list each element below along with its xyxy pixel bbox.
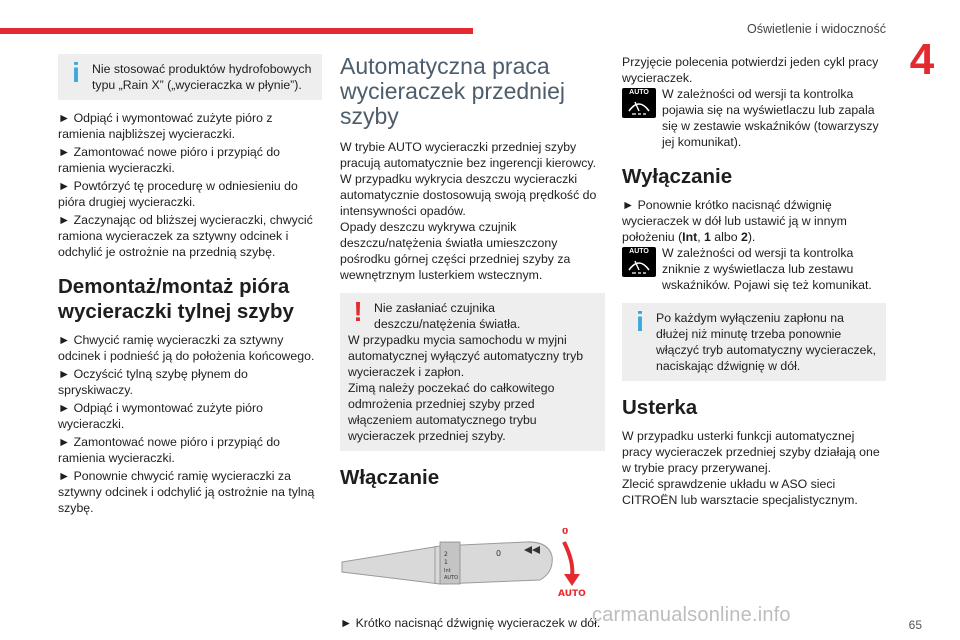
- warning-lamp-row: [622, 86, 886, 150]
- svg-text:1: 1: [444, 559, 448, 566]
- warning-notice: [340, 293, 605, 451]
- warning-line: Zimą należy poczekać do całkowitego odmrożenia przedniej szyby przed włączeniem automatycznego trybu wycieraczek przedniej szyby.: [348, 381, 555, 443]
- step: ► Ponownie krótko nacisnąć dźwignię wycieraczek w dół lub ustawić ją w innym położeniu (Int, 1 albo 2).: [622, 198, 847, 244]
- section-heading: Włączanie: [340, 466, 440, 489]
- auto-icon-label: AUTO: [629, 89, 649, 96]
- step: ► Ponownie chwycić ramię wycieraczki za sztywny odcinek i odchylić ją ostrożnie na tylną szybę.: [58, 469, 315, 515]
- section-heading: Usterka: [622, 396, 698, 419]
- wiper-icon: [627, 256, 651, 274]
- paragraph: W trybie AUTO wycieraczki przedniej szyby pracują automatycznie bez ingerencji kierowcy.: [340, 140, 597, 170]
- step: ► Zaczynając od bliższej wycieraczki, chwycić ramiona wycieraczek za sztywny odcinek i odchylić je ostrożnie na przednią szybę.: [58, 213, 313, 259]
- paragraph: Opady deszczu wykrywa czujnik deszczu/natężenia światła umieszczony pośrodku górnej części przedniej szyby za wewnętrznym lusterkiem wstecznym.: [340, 220, 571, 282]
- wiper-icon: [627, 97, 651, 115]
- warning-icon: !: [353, 296, 363, 327]
- position-zero-label: 0: [562, 528, 569, 537]
- section-heading: Demontaż/montaż pióra wycieraczki tylnej szyby: [58, 275, 294, 323]
- step: ► Zamontować nowe pióro i przypiąć do ramienia wycieraczki.: [58, 145, 281, 175]
- paragraph: Zlecić sprawdzenie układu w ASO sieci CITROËN lub warsztacie specjalistycznym.: [622, 477, 858, 507]
- info-icon: i: [636, 306, 644, 337]
- lamp-text: W zależności od wersji ta kontrolka zniknie z wyświetlacza lub zestawu wskaźników. Pojawi się też komunikat.: [662, 246, 872, 292]
- info-notice-text: Nie stosować produktów hydrofobowych typu „Rain X” („wycieraczka w płynie”).: [92, 62, 312, 92]
- header-accent-bar: [0, 28, 473, 34]
- wiper-stalk-illustration: [340, 528, 605, 598]
- column-middle: [340, 54, 605, 631]
- warning-line: W przypadku mycia samochodu w myjni automatycznej wyłączyć automatyczny tryb wycieraczek i zapłon.: [348, 333, 584, 379]
- svg-text:AUTO: AUTO: [444, 575, 459, 581]
- step: ► Chwycić ramię wycieraczki za sztywny odcinek i podnieść ją do położenia końcowego.: [58, 333, 315, 363]
- section-title: Oświetlenie i widoczność: [747, 22, 886, 36]
- step: ► Oczyścić tylną szybę płynem do spryskiwaczy.: [58, 367, 248, 397]
- info-notice: [58, 54, 322, 100]
- step: ► Powtórzyć tę procedurę w odniesieniu do pióra drugiej wycieraczki.: [58, 179, 298, 209]
- step: ► Odpiąć i wymontować zużyte pióro wycieraczki.: [58, 401, 263, 431]
- paragraph: W przypadku wykrycia deszczu wycieraczki automatycznie dostosowują swoją prędkość do intensywności opadów.: [340, 172, 597, 218]
- warning-lamp-row: [622, 245, 886, 293]
- step: ► Zamontować nowe pióro i przypiąć do ramienia wycieraczki.: [58, 435, 281, 465]
- column-right: [622, 54, 886, 508]
- paragraph: Przyjęcie polecenia potwierdzi jeden cykl pracy wycieraczek.: [622, 55, 879, 85]
- svg-text:Int: Int: [444, 568, 451, 574]
- lamp-text: W zależności od wersji ta kontrolka pojawia się na wyświetlaczu lub zapala się w zestawie wskaźników (towarzyszy jej komunikat).: [662, 87, 879, 149]
- info-notice: [622, 303, 886, 381]
- chapter-number: 4: [909, 35, 935, 84]
- watermark: carmanualsonline.info: [592, 604, 791, 626]
- page-number: 65: [908, 618, 922, 632]
- auto-wiper-lamp-icon: [622, 247, 656, 277]
- column-left: [58, 54, 322, 518]
- info-notice-text: Po każdym wyłączeniu zapłonu na dłużej niż minutę trzeba ponownie włączyć tryb automatyczny wycieraczek, naciskając dźwignię w dół.: [656, 311, 877, 373]
- warning-line: Nie zasłaniać czujnika deszczu/natężenia światła.: [374, 301, 521, 331]
- svg-text:0: 0: [496, 549, 502, 558]
- position-auto-label: AUTO: [558, 589, 586, 598]
- section-heading: Wyłączanie: [622, 165, 733, 188]
- info-icon: i: [72, 57, 80, 88]
- paragraph: W przypadku usterki funkcji automatycznej pracy wycieraczek przedniej szyby działają one w trybie pracy przerywanej.: [622, 429, 880, 475]
- chapter-subsection-title: Automatyczna praca wycieraczek przedniej szyby: [340, 53, 565, 129]
- auto-icon-label: AUTO: [629, 248, 649, 255]
- auto-wiper-lamp-icon: [622, 88, 656, 118]
- step: ► Odpiąć i wymontować zużyte pióro z ramienia najbliższej wycieraczki.: [58, 111, 273, 141]
- step: ► Krótko nacisnąć dźwignię wycieraczek w dół.: [340, 616, 601, 630]
- svg-text:2: 2: [444, 551, 448, 558]
